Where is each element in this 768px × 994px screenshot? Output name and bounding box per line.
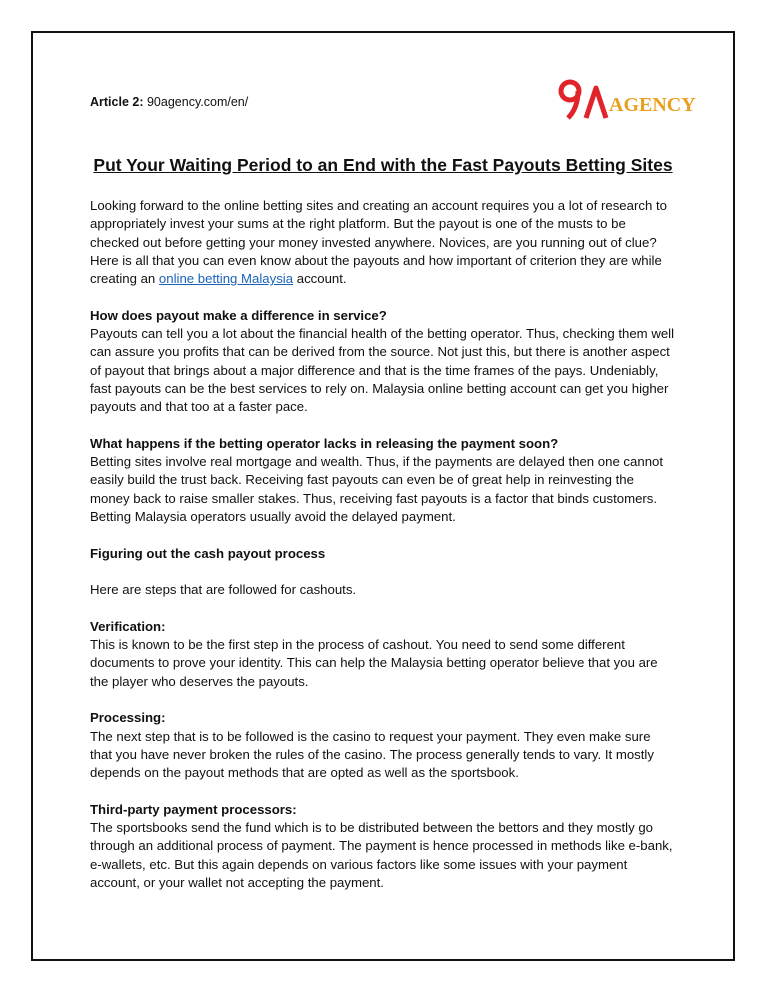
- section-text: This is known to be the first step in the process of cashout. You need to send some different documents to prove your identity. This can help the Malaysia betting operator believe that you are the player who deserves the payouts.: [90, 637, 658, 689]
- online-betting-malaysia-link[interactable]: online betting Malaysia: [158, 271, 294, 287]
- section-steps-intro: [90, 581, 676, 599]
- section-text: Payouts can tell you a lot about the financial health of the betting operator. Thus, checking them well can assure you profits that can be derived from the source. Not just this, but there is another aspect of payout that brings about a major difference and that is the time frames of the pays. Undeniably, fast payouts can be the best services to rely on. Malaysia online betting account can get you higher payouts and that too at a faster pace.: [90, 326, 675, 415]
- section-text: Betting sites involve real mortgage and wealth. Thus, if the payments are delayed then one cannot easily build the trust back. Receiving fast payouts can even be of great help in reinvesting the money back to raise smaller stakes. Thus, receiving fast payouts is a factor that binds customers. Betting Malaysia operators usually avoid the delayed payment.: [90, 454, 664, 525]
- agency-logo: [556, 78, 696, 122]
- article-label: Article 2:: [90, 95, 144, 109]
- article-url: 90agency.com/en/: [146, 95, 249, 109]
- article-body: [90, 197, 676, 911]
- section-text: The next step that is to be followed is the casino to request your payment. They even make sure that you have never broken the rules of the casino. The process generally tends to vary. It mostly depends on the payout methods that are opted as well as the sportsbook.: [90, 728, 654, 781]
- section-payout-difference: [90, 307, 676, 417]
- section-heading: Processing:: [90, 710, 166, 726]
- section-heading: What happens if the betting operator lacks in releasing the payment soon?: [90, 435, 559, 451]
- section-processing: [90, 709, 676, 782]
- section-text: Here are steps that are followed for cashouts.: [90, 582, 357, 598]
- section-heading: Third-party payment processors:: [90, 801, 297, 817]
- section-heading: Figuring out the cash payout process: [90, 545, 326, 561]
- logo-agency-text: AGENCY: [609, 94, 696, 116]
- article-reference: [90, 95, 248, 109]
- section-cash-payout-process: [90, 545, 676, 563]
- section-text: The sportsbooks send the fund which is to be distributed between the bettors and they mostly go through an additional process of payment. The payment is hence processed in methods like e-bank, e-wallets, etc. But this again depends on various factors like some issues with your payment account, or your wallet not accepting the payment.: [90, 820, 673, 890]
- section-third-party-processors: [90, 801, 676, 892]
- page-title: Put Your Waiting Period to an End with the Fast Payouts Betting Sites: [93, 155, 673, 175]
- section-verification: [90, 618, 676, 691]
- intro-paragraph: Looking forward to the online betting sites and creating an account requires you a lot of research to appropriately invest your sums at the right platform. But the payout is one of the musts to be checked out before getting your money invested anywhere. Novices, are you running out of clue? Here is all that you can even know about the payouts and how important of criterion they are while creating an online betting Malaysia account.: [90, 198, 667, 287]
- section-heading: Verification:: [90, 618, 166, 634]
- section-heading: How does payout make a difference in service?: [90, 307, 387, 323]
- section-delayed-payment: [90, 435, 676, 526]
